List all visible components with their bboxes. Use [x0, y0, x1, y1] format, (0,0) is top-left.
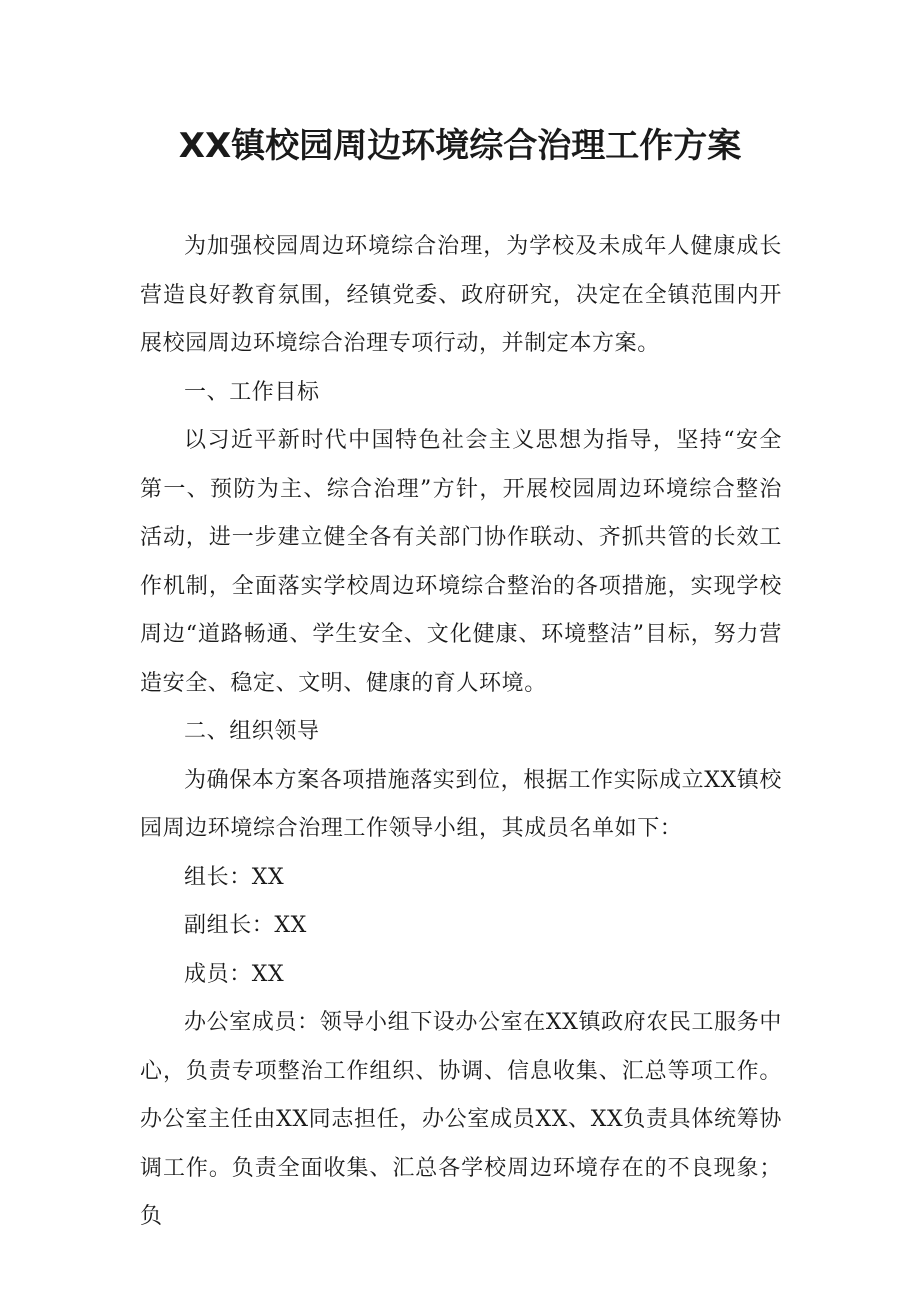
paragraph-leadership: 为确保本方案各项措施落实到位，根据工作实际成立XX镇校园周边环境综合治理工作领导小组，其成员名单如下：	[140, 767, 782, 841]
paragraph-intro: 为加强校园周边环境综合治理，为学校及未成年人健康成长营造良好教育氛围，经镇党委、政府研究，决定在全镇范围内开展校园周边环境综合治理专项行动，并制定本方案。	[140, 234, 782, 356]
section-heading-goals: 一、工作目标	[184, 379, 320, 405]
section-heading-leadership: 二、组织领导	[184, 719, 320, 744]
document-title: XX镇校园周边环境综合治理工作方案	[178, 126, 742, 166]
paragraph-office: 办公室成员：领导小组下设办公室在XX镇政府农民工服务中心，负责专项整治工作组织、协调、信息收集、汇总等项工作。办公室主任由XX同志担任，办公室成员XX、XX负责具体统筹协调工作。负责全面收集、汇总各学校周边环境存在的不良现象；负	[140, 1010, 782, 1229]
paragraph-goals: 以习近平新时代中国特色社会主义思想为指导，坚持“安全第一、预防为主、综合治理”方针，开展校园周边环境综合整治活动，进一步建立健全各有关部门协作联动、齐抓共管的长效工作机制，全面落实学校周边环境综合整治的各项措施，实现学校周边“道路畅通、学生安全、文化健康、环境整洁”目标，努力营造安全、稳定、文明、健康的育人环境。	[140, 428, 782, 696]
member-deputy-leader: 副组长：XX	[184, 913, 307, 938]
member-members: 成员：XX	[184, 961, 285, 987]
document-body	[140, 223, 782, 1242]
member-leader: 组长：XX	[184, 864, 285, 890]
